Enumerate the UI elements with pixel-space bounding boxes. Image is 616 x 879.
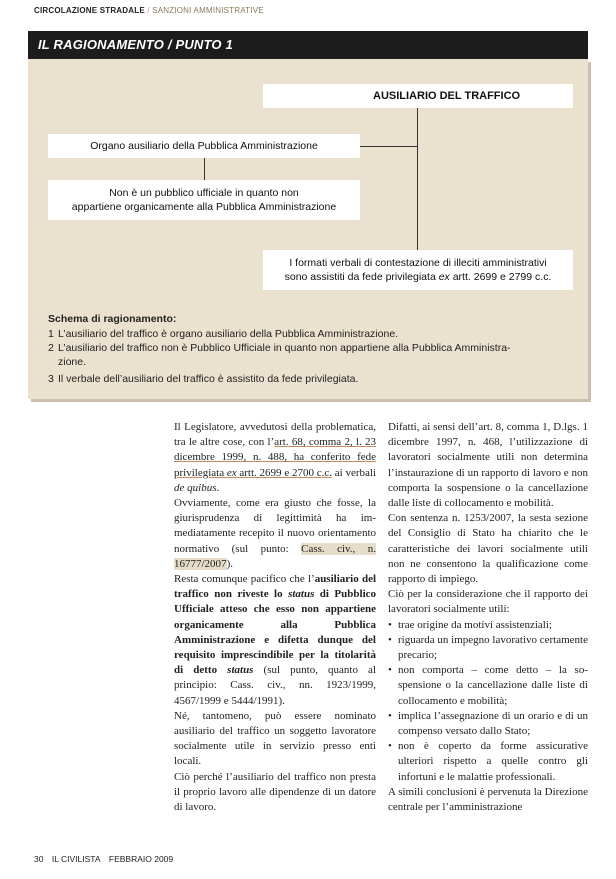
left-paragraph-5: Ciò perché l’ausiliario del traffico non presta il proprio lavoro alle dipendenze di un datore di lavoro. — [174, 770, 376, 814]
bullet-item: • implica l’assegnazione di un orario e di un compenso versato dallo Stato; — [388, 709, 588, 739]
left-paragraph-2: Ovviamente, come era giusto che fosse, la giurisprudenza di legittimità ha immediatamente recepito il nuovo orientamento normativo (sul punto: Cass. civ., n. 16777/2007). — [174, 497, 376, 570]
magazine-name: IL CIVILISTA — [51, 854, 101, 864]
bullet-item: • non è coperto da forme assicurative ulteriori rispetto a quelle contro gli infortuni e le malattie professionali. — [388, 739, 588, 785]
node-root: AUSILIARIO DEL TRAFFICO — [263, 84, 573, 108]
box-title-bar — [28, 31, 588, 59]
schema-item-2: 2 L’ausiliario del traffico non è Pubblico Ufficiale in quanto non appartiene alla Pubblica Amministra- zione. — [48, 342, 511, 368]
node-fede-privilegiata: I formati verbali di contestazione di illeciti amministrativi sono assistiti da fede privilegiata ex artt. 2699 e 2799 c.c. — [263, 250, 573, 290]
left-column — [174, 420, 376, 815]
left-paragraph-4: Né, tantomeno, può essere nominato ausiliario del traffico un soggetto lavoratore socialmente utile in servizio presso enti locali. — [174, 709, 376, 768]
connector-root-down — [417, 108, 418, 250]
running-header — [34, 6, 264, 15]
connector-left-down — [204, 158, 205, 180]
left-paragraph-1: Il Legislatore, avvedutosi della problematica, tra le altre cose, con l’art. 68, comma 2, l. 23 dicembre 1999, n. 488, ha conferito fede privilegiata ex artt. 2699 e 2700 c.c. ai verbali de quibus. — [174, 421, 377, 494]
bullet-item: • riguarda un impegno lavorativo certamente precario; — [388, 633, 588, 663]
box-title: IL RAGIONAMENTO / PUNTO 1 — [38, 37, 233, 52]
right-paragraph-4: A simili conclusioni è pervenuta la Direzione centrale per l’amministrazione — [388, 785, 588, 814]
right-paragraph-3: Ciò per la considerazione che il rapporto dei lavoratori socialmente utili: — [388, 588, 588, 616]
schema-item-1: 1 L’ausiliario del traffico è organo ausiliario della Pubblica Amministrazione. — [48, 328, 399, 340]
bullet-item: • non comporta – come detto – la sospensione o la cancellazione dalle liste di collocamento e mobilità; — [388, 663, 588, 709]
header-section: CIRCOLAZIONE STRADALE — [34, 6, 145, 15]
schema-title: Schema di ragionamento: — [48, 313, 177, 325]
node-organo-ausiliario: Organo ausiliario della Pubblica Amministrazione — [48, 134, 360, 158]
page-number: 30 — [34, 854, 44, 864]
page-footer — [34, 854, 179, 864]
right-column — [388, 420, 588, 815]
right-paragraph-2: Con sentenza n. 1253/2007, la sesta sezione del Consiglio di Stato ha chiarito che le caratteristiche dei lavori socialmente utili non ne consentono la qualificazione come rapporto di impiego. — [388, 512, 588, 586]
connector-horizontal — [360, 146, 417, 147]
left-paragraph-3: Resta comunque pacifico che l’ausiliario del traffico non riveste lo status di Pubblico Ufficiale atteso che esso non appartiene organicamente alla Pubblica Amministrazione e difetta dunque del requisito imprescindibile per la titolarità di detto status (sul punto, quanto al principio: Cass. civ., nn. 1923/1999, 4567/1999 e 5444/1991). — [174, 573, 377, 707]
node-non-pubblico-ufficiale: Non è un pubblico ufficiale in quanto non appartiene organicamente alla Pubblica Amministrazione — [48, 180, 360, 220]
schema-item-3: 3 Il verbale dell’ausiliario del traffico è assistito da fede privilegiata. — [48, 373, 359, 385]
header-subsection: SANZIONI AMMINISTRATIVE — [152, 6, 264, 15]
right-paragraph-1: Difatti, ai sensi dell’art. 8, comma 1, D.lgs. 1 dicembre 1997, n. 468, l’utilizzazione di lavoratori socialmente utili non determina l’instaurazione di un rapporto di lavoro e non comporta la sospensione o la cancellazione dalle liste di collocamento e mobilità. — [388, 421, 588, 510]
issue-date: FEBBRAIO 2009 — [108, 854, 174, 864]
bullet-item: • trae origine da motivi assistenziali; — [388, 618, 588, 633]
header-separator: / — [147, 6, 150, 15]
